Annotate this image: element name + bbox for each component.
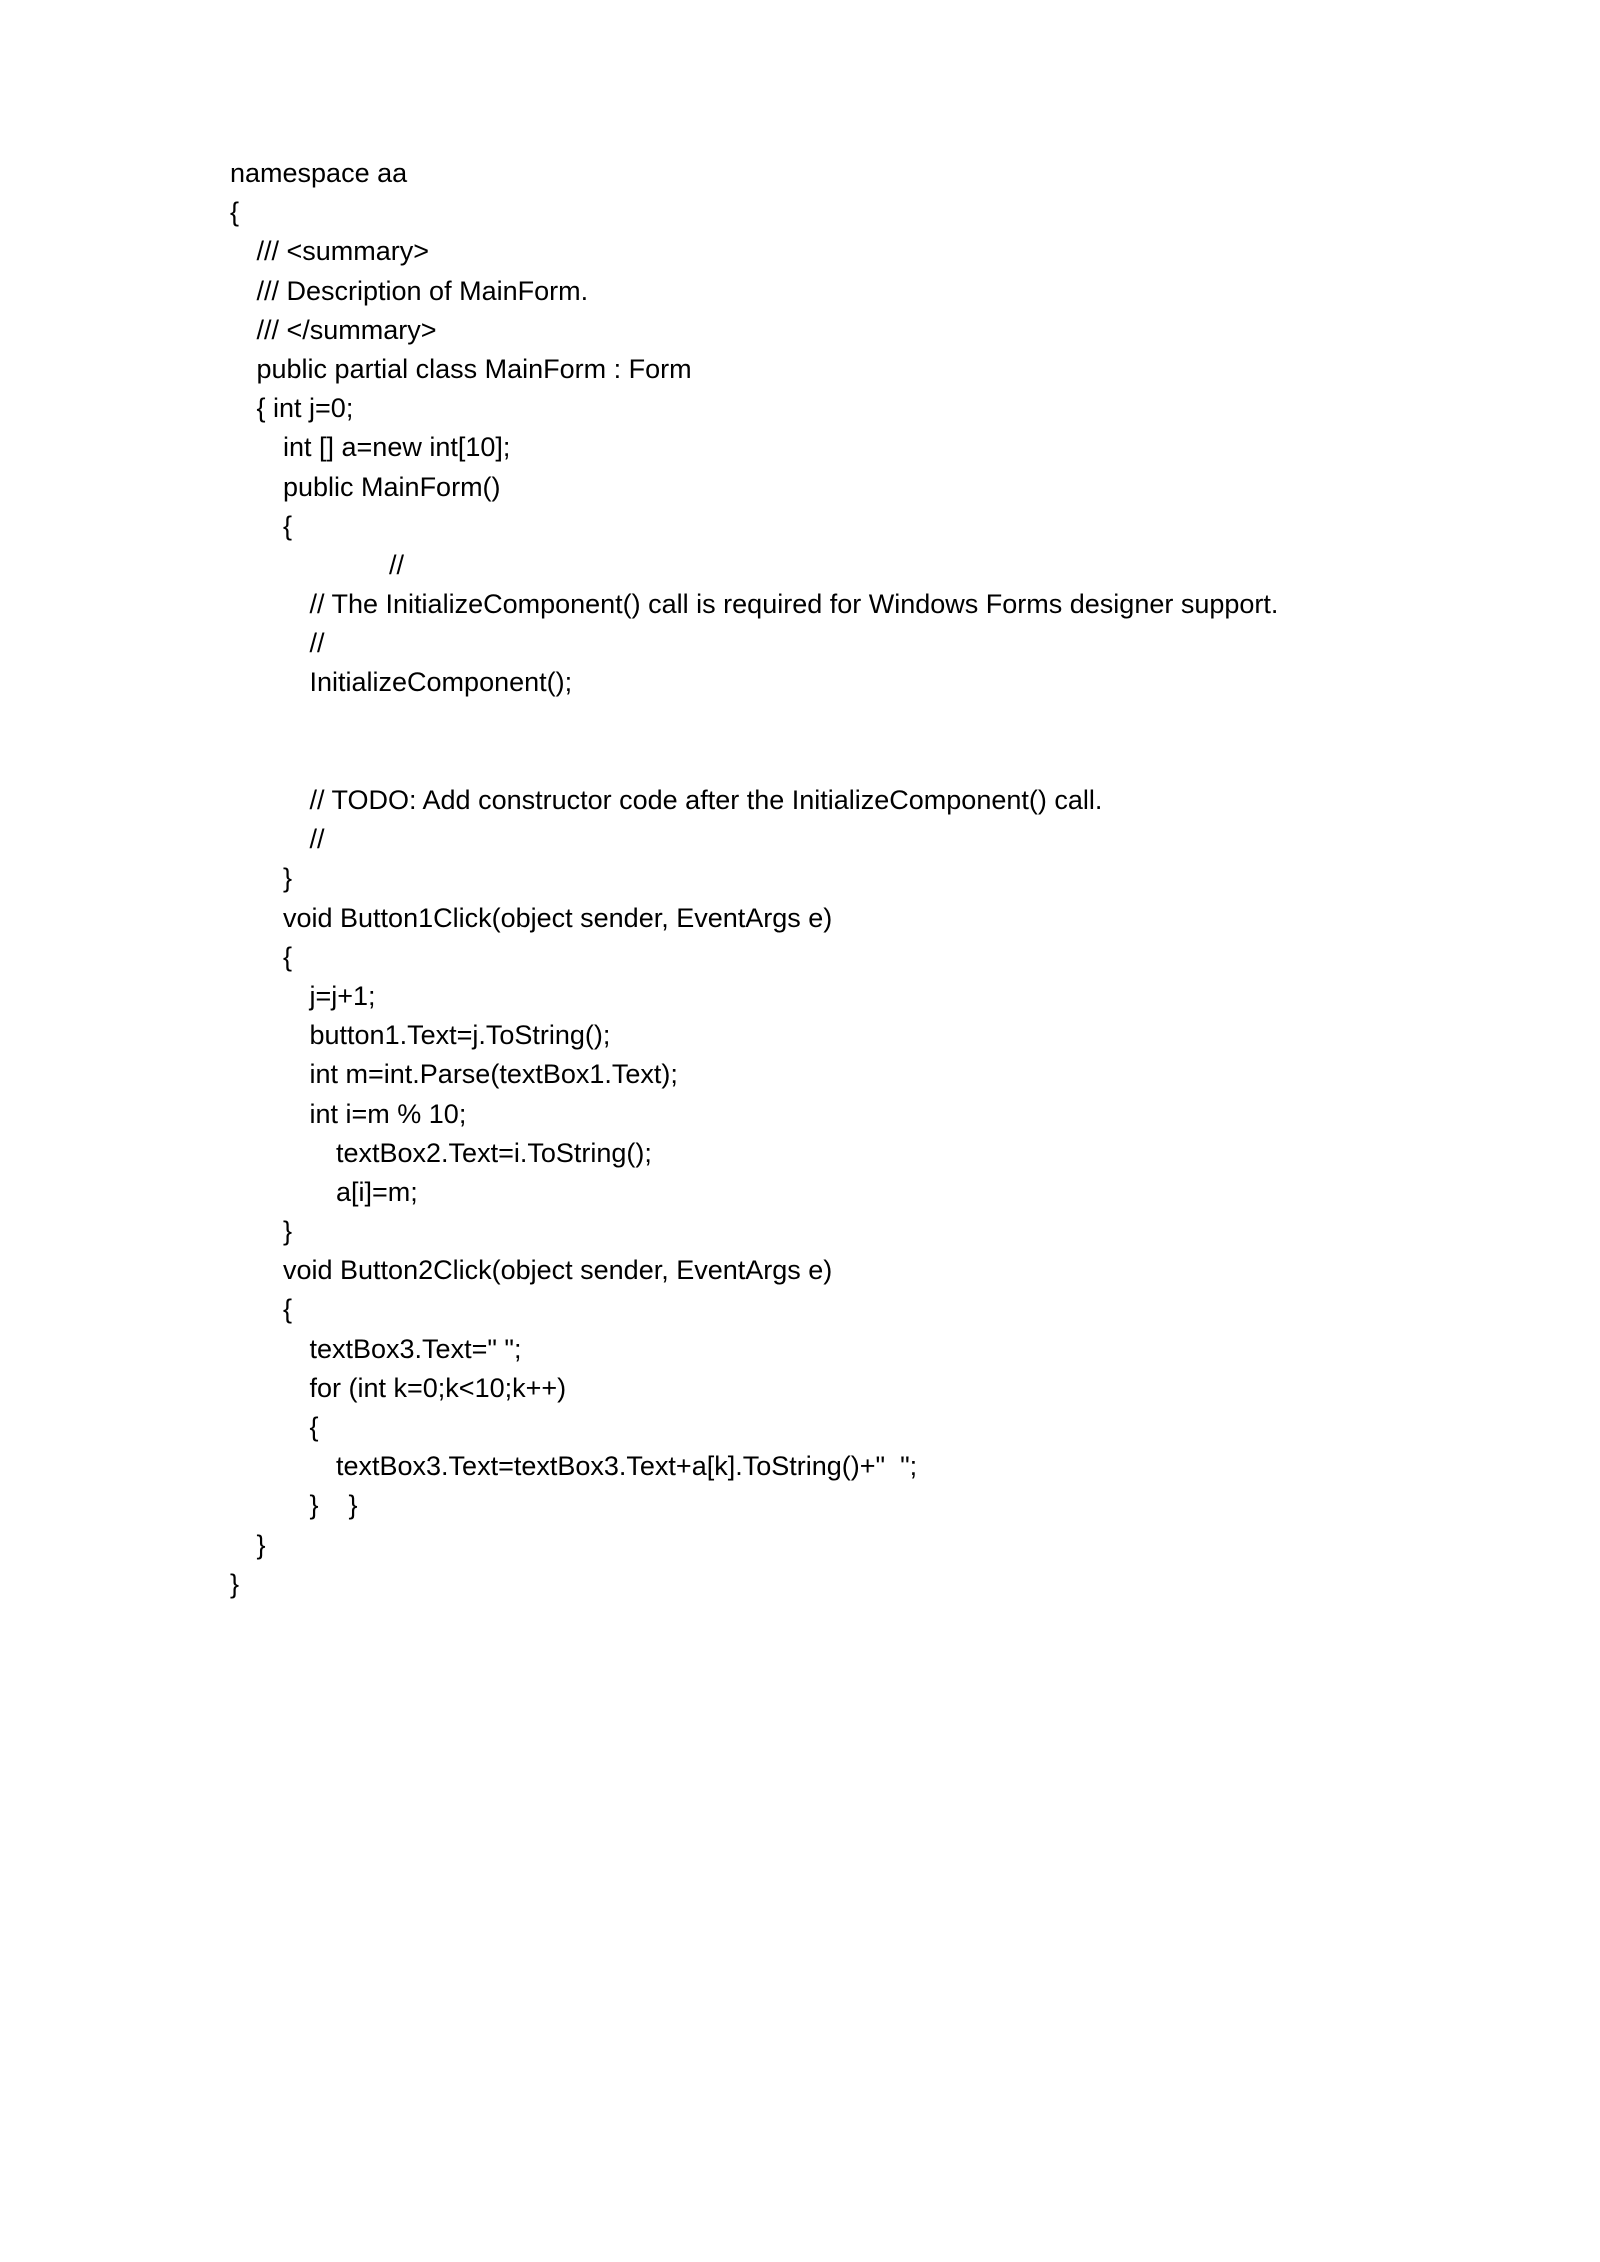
code-line: void Button2Click(object sender, EventArgs e): [283, 1255, 833, 1286]
code-line: namespace aa: [230, 158, 408, 188]
code-line: }: [256, 1529, 266, 1560]
code-line: textBox3.Text=textBox3.Text+a[k].ToString()+" ";: [336, 1451, 918, 1482]
code-line: //: [309, 628, 325, 659]
code-line: button1.Text=j.ToString();: [309, 1020, 611, 1051]
code-line: int m=int.Parse(textBox1.Text);: [309, 1059, 678, 1090]
code-line: int [] a=new int[10];: [283, 432, 511, 463]
code-line: void Button1Click(object sender, EventArgs e): [283, 902, 833, 933]
code-line: /// </summary>: [256, 314, 437, 345]
code-line: // The InitializeComponent() call is required for Windows Forms designer support.: [309, 589, 1279, 620]
code-line: {: [283, 1294, 293, 1325]
code-line: }: [230, 1568, 240, 1599]
code-line: }: [283, 863, 293, 894]
code-line: a[i]=m;: [336, 1176, 418, 1207]
code-line: public MainForm(): [283, 471, 501, 502]
code-line: InitializeComponent();: [309, 667, 573, 698]
code-line: {: [230, 197, 240, 228]
code-line: public partial class MainForm : Form: [256, 353, 692, 384]
code-line: //: [309, 824, 325, 855]
code-line: {: [309, 1412, 319, 1442]
code-line: int i=m % 10;: [309, 1098, 467, 1129]
code-line: for (int k=0;k<10;k++): [309, 1372, 567, 1403]
code-line: }: [283, 1216, 293, 1247]
code-line: {: [283, 510, 293, 541]
code-line: //: [389, 549, 405, 580]
code-listing: [230, 154, 1440, 1604]
code-line: textBox2.Text=i.ToString();: [336, 1137, 652, 1168]
code-line: textBox3.Text=" ";: [309, 1333, 522, 1364]
code-line: [230, 703, 1440, 742]
code-line: /// <summary>: [256, 236, 430, 267]
code-line: j=j+1;: [309, 980, 376, 1011]
code-line: {: [283, 941, 293, 972]
code-line: // TODO: Add constructor code after the InitializeComponent() call.: [309, 785, 1103, 815]
code-line: [230, 742, 1440, 781]
code-line: /// Description of MainForm.: [256, 275, 589, 306]
code-line: { int j=0;: [256, 393, 354, 424]
code-line: } }: [309, 1490, 358, 1521]
